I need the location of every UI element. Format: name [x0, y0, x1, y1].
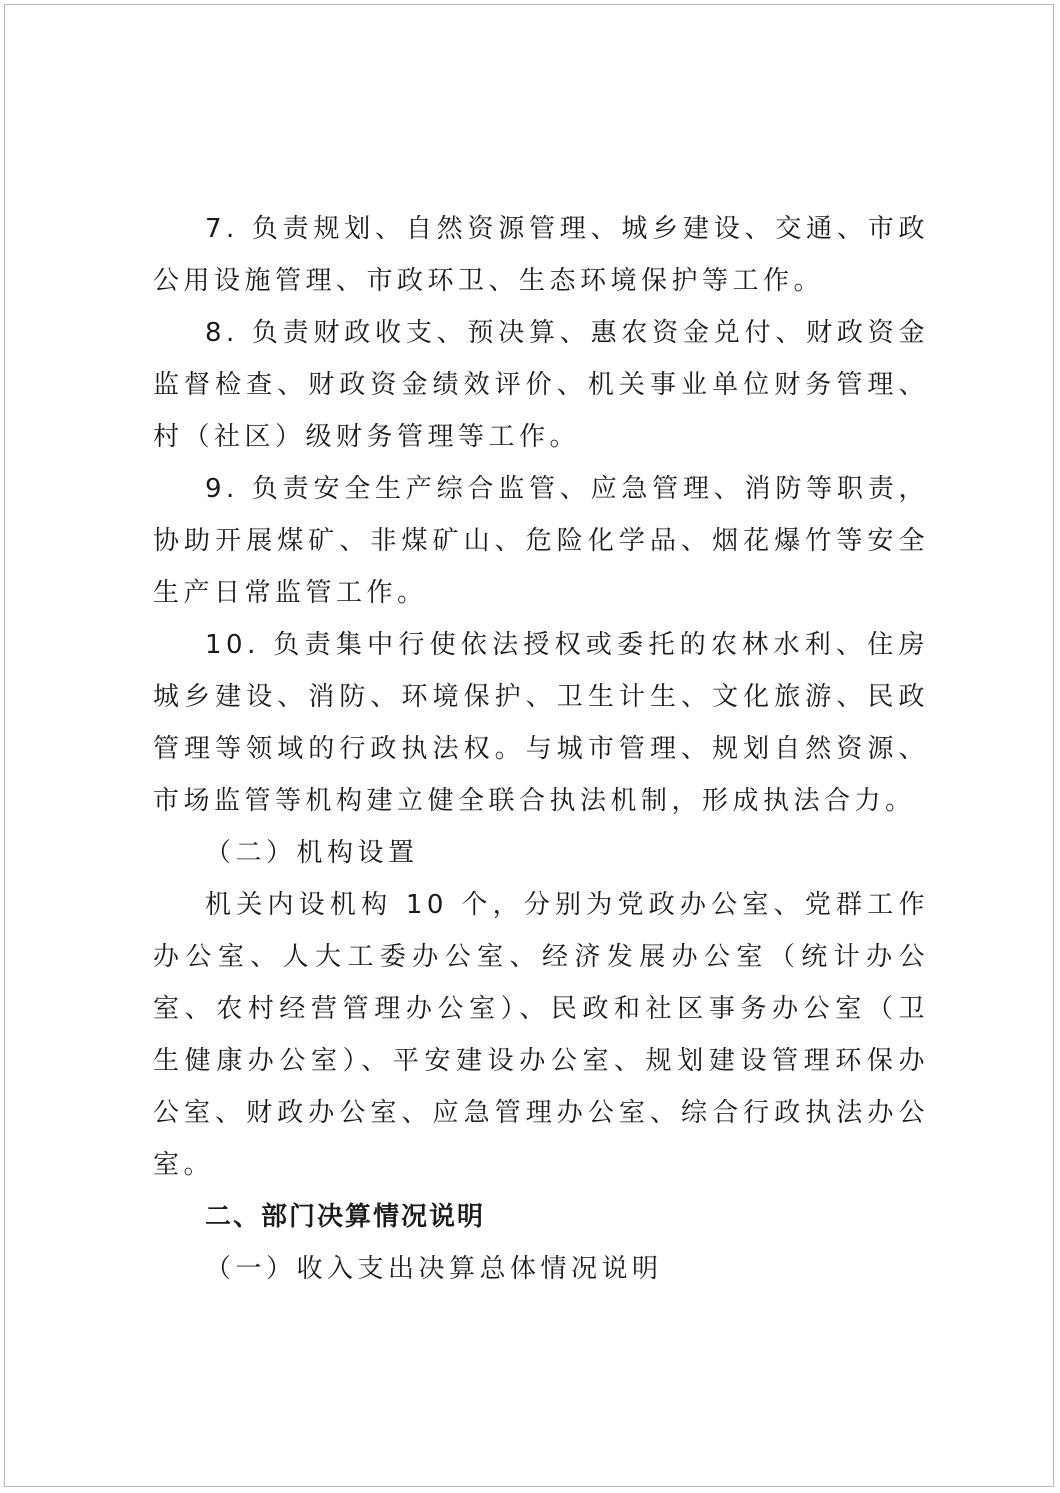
paragraph-item-9: 9. 负责安全生产综合监管、应急管理、消防等职责，协助开展煤矿、非煤矿山、危险化学品、烟花爆竹等安全生产日常监管工作。	[153, 474, 929, 608]
section-org-heading: （二）机构设置	[205, 838, 419, 868]
section-org-text: 机关内设机构 10 个，分别为党政办公室、党群工作办公室、人大工委办公室、经济发展办公室（统计办公室、农村经营管理办公室）、民政和社区事务办公室（卫生健康办公室）、平安建设办公室、规划建设管理环保办公室、财政办公室、应急管理办公室、综合行政执法办公室。	[153, 890, 929, 1180]
paragraph-item-10: 10. 负责集中行使依法授权或委托的农林水利、住房城乡建设、消防、环境保护、卫生计生、文化旅游、民政管理等领域的行政执法权。与城市管理、规划自然资源、市场监管等机构建立健全联合执法机制，形成执法合力。	[153, 630, 929, 816]
section-two-sub-heading: （一）收入支出决算总体情况说明	[205, 1254, 663, 1284]
section-two-heading: 二、部门决算情况说明	[205, 1202, 486, 1232]
paragraph-item-7: 7. 负责规划、自然资源管理、城乡建设、交通、市政公用设施管理、市政环卫、生态环境保护等工作。	[153, 214, 929, 296]
document-body	[153, 203, 929, 1295]
paragraph-item-8: 8. 负责财政收支、预决算、惠农资金兑付、财政资金监督检查、财政资金绩效评价、机关事业单位财务管理、村（社区）级财务管理等工作。	[153, 318, 929, 452]
document-page	[4, 4, 1054, 1487]
